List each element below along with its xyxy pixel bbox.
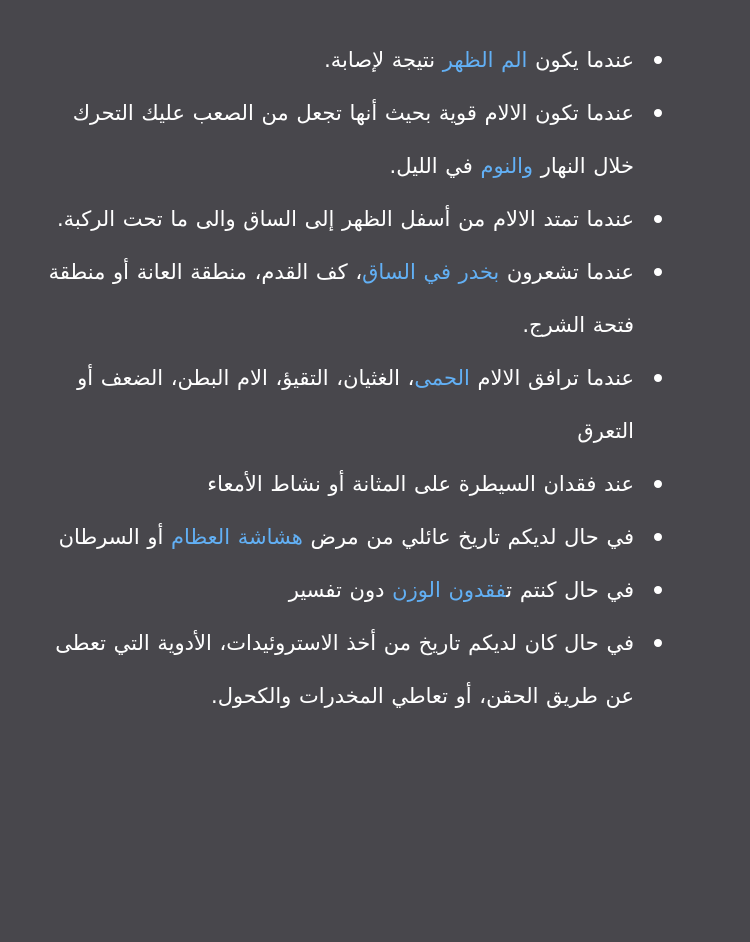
item-text: عندما تمتد الالام من أسفل الظهر إلى الساق والى ما تحت الركبة. (56, 207, 634, 231)
item-text: في حال لديكم تاريخ عائلي من مرض (302, 525, 634, 549)
item-text: عندما يكون (527, 48, 634, 72)
item-text: ، الغثيان، التقيؤ، الام البطن، الضعف أو التعرق (77, 366, 634, 443)
item-text: في حال كان لديكم تاريخ من أخذ الاستروئيدات، الأدوية التي تعطى عن طريق الحقن، أو تعاطي المخدرات والكحول. (55, 631, 634, 708)
list-item (44, 564, 634, 617)
item-text: عندما ترافق الالام (469, 366, 634, 390)
list-item (44, 458, 634, 511)
item-text: دون تفسير (288, 578, 393, 602)
list-item (44, 511, 634, 564)
link-back-pain[interactable]: الم الظهر (442, 48, 528, 72)
link-fever[interactable]: الحمى (414, 366, 470, 390)
link-leg-numbness[interactable]: بخدر في الساق (362, 260, 500, 284)
item-text: أو السرطان (58, 525, 172, 549)
item-text: عند فقدان السيطرة على المثانة أو نشاط الأمعاء (207, 472, 634, 496)
link-osteoporosis[interactable]: هشاشة العظام (171, 525, 303, 549)
item-text: عندما تكون الالام قوية بحيث أنها تجعل من الصعب عليك التحرك خلال النهار (72, 101, 634, 178)
list-item (44, 617, 634, 723)
list-item (44, 352, 634, 458)
list-item (44, 87, 634, 193)
item-text: في الليل. (389, 154, 481, 178)
list-item (44, 34, 634, 87)
list-item (44, 246, 634, 352)
list-item (44, 193, 634, 246)
link-sleep[interactable]: والنوم (480, 154, 534, 178)
item-text: نتيجة لإصابة. (324, 48, 443, 72)
item-text: في حال كنتم ت (506, 578, 634, 602)
link-weight-loss[interactable]: فقدون الوزن (392, 578, 507, 602)
bullet-list (44, 34, 634, 723)
item-text: ، كف القدم، منطقة العانة أو منطقة فتحة الشرج. (48, 260, 634, 337)
item-text: عندما تشعرون (499, 260, 634, 284)
